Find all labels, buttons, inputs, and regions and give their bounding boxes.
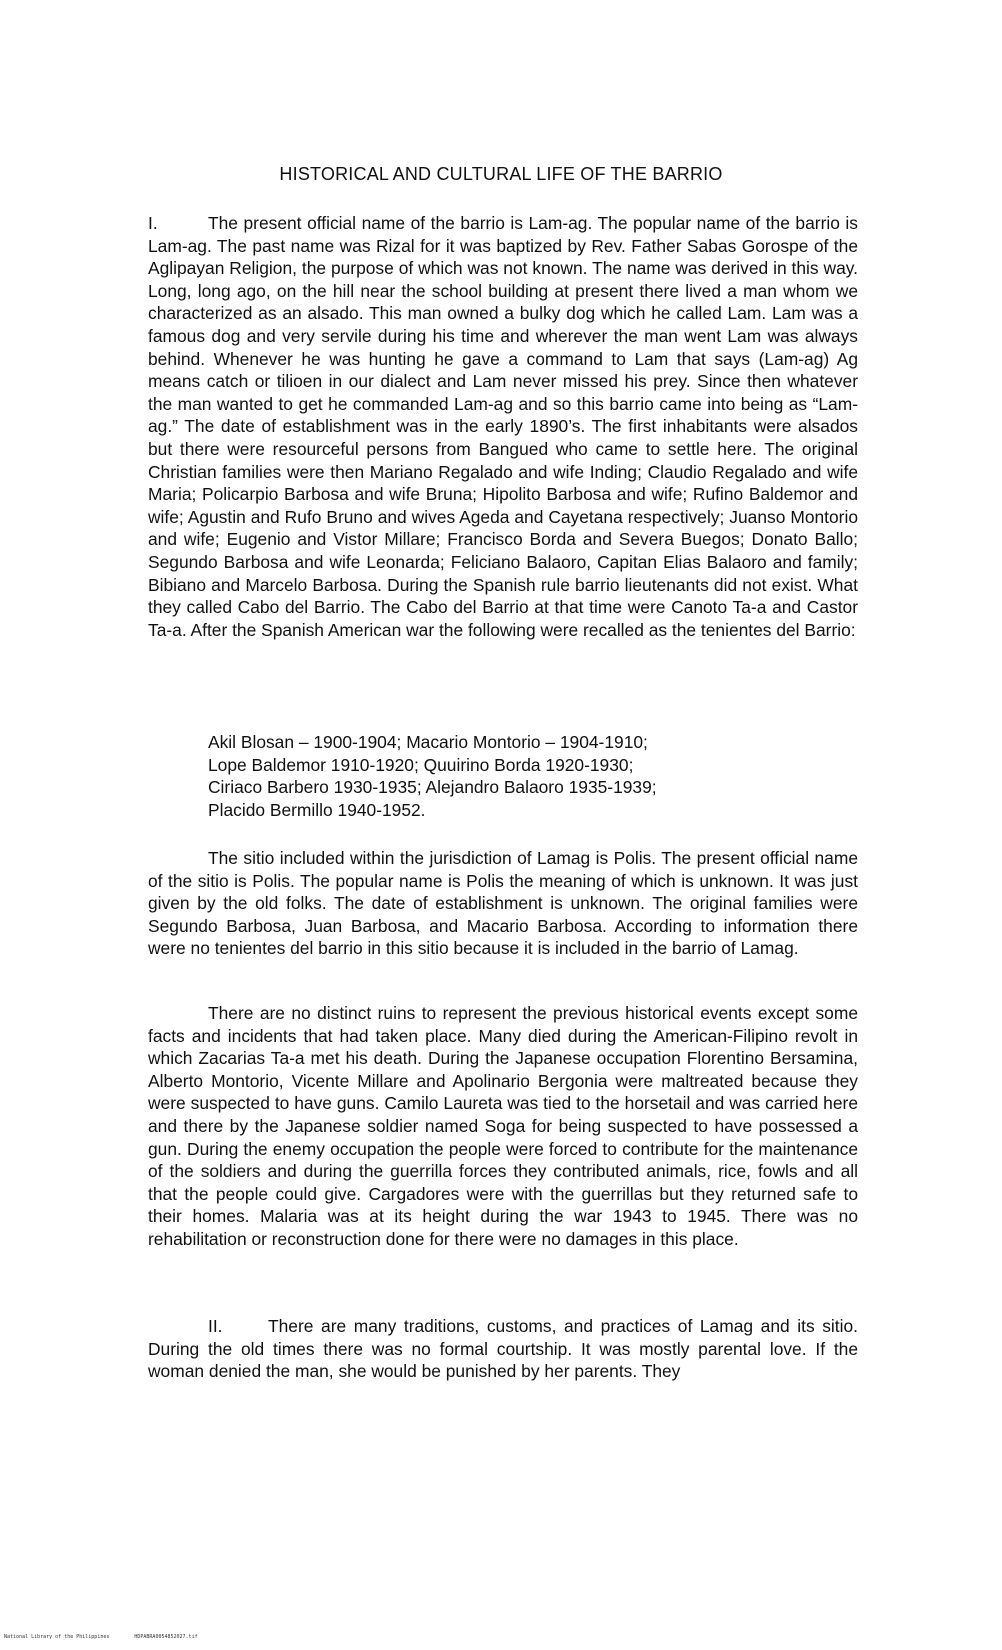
list-item: Ciriaco Barbero 1930-1935; Alejandro Balaoro 1935-1939; <box>208 777 657 798</box>
paragraph-4 <box>148 1315 858 1383</box>
section-number-1: I. <box>148 213 158 233</box>
tenientes-list <box>208 731 768 821</box>
list-item: Lope Baldemor 1910-1920; Quuirino Borda 1920-1930; <box>208 754 634 775</box>
list-item: Akil Blosan – 1900-1904; Macario Montorio – 1904-1910; <box>208 732 648 752</box>
paragraph-2: The sitio included within the jurisdiction of Lamag is Polis. The present official name of the sitio is Polis. The popular name is Polis the meaning of which is unknown. It was just given by the old folks. The date of establishment is unknown. The original families were Segundo Barbosa, Juan Barbosa, and Macario Barbosa. According to information there were no tenientes del barrio in this sitio because it is included in the barrio of Lamag. <box>148 848 858 959</box>
paragraph-1 <box>148 212 858 641</box>
library-credit: National Library of the Philippines <box>4 1634 110 1640</box>
paragraph-4-text: There are many traditions, customs, and practices of Lamag and its sitio. During the old times there was no formal courtship. It was mostly parental love. If the woman denied the man, she would be punished by her parents. They <box>148 1316 858 1382</box>
list-item: Placido Bermillo 1940-1952. <box>208 799 426 820</box>
paragraph-3: There are no distinct ruins to represent the previous historical events except some facts and incidents that had taken place. Many died during the American-Filipino revolt in which Zacarias Ta-a met his death. During the Japanese occupation Florentino Bersamina, Alberto Montorio, Vicente Millare and Apolinario Bergonia were maltreated because they were suspected to have guns. Camilo Laureta was tied to the horsetail and was carried here and there by the Japanese soldier named Soga for being suspected to have possessed a gun. During the enemy occupation the people were forced to contribute for the maintenance of the soldiers and during the guerrilla forces they contributed animals, rice, fowls and all that the people could give. Cargadores were with the guerrillas but they returned safe to their homes. Malaria was at its height during the war 1943 to 1945. There was no rehabilitation or reconstruction done for there were no damages in this place. <box>148 1003 858 1249</box>
file-code: HDPABRA0054852027.tif <box>134 1634 198 1640</box>
paragraph-1-text: The present official name of the barrio is Lam-ag. The popular name of the barrio is Lam-ag. The past name was Rizal for it was baptized by Rev. Father Sabas Gorospe of the Aglipayan Religion, the purpose of which was not known. The name was derived in this way. Long, long ago, on the hill near the school building at present there lived a man whom we characterized as an alsado. This man owned a bulky dog which he called Lam. Lam was a famous dog and very servile during his time and wherever the man went Lam was always behind. Whenever he was hunting he gave a command to Lam that says (Lam-ag) Ag means catch or tilioen in our dialect and Lam never missed his prey. Since then whatever the man wanted to get he commanded Lam-ag and so this barrio came into being as “Lam-ag.” The date of establishment was in the early 1890’s. The first inhabitants were alsados but there were resourceful persons from Bangued who came to settle here. The original Christian families were then Mariano Regalado and wife Inding; Claudio Regalado and wife Maria; Policarpio Barbosa and wife Bruna; Hipolito Barbosa and wife; Rufino Baldemor and wife; Agustin and Rufo Bruno and wives Ageda and Cayetana respectively; Juanso Montorio and wife; Eugenio and Vistor Millare; Francisco Borda and Severa Buegos; Donato Ballo; Segundo Barbosa and wife Leonarda; Feliciano Balaoro, Capitan Elias Balaoro and family; Bibiano and Marcelo Barbosa. During the Spanish rule barrio lieutenants did not exist. What they called Cabo del Barrio. The Cabo del Barrio at that time were Canoto Ta-a and Castor Ta-a. After the Spanish American war the following were recalled as the tenientes del Barrio: <box>148 213 858 640</box>
section-number-2: II. <box>208 1316 223 1336</box>
scan-footer <box>4 1634 220 1640</box>
page-title: HISTORICAL AND CULTURAL LIFE OF THE BARRIO <box>279 164 723 184</box>
